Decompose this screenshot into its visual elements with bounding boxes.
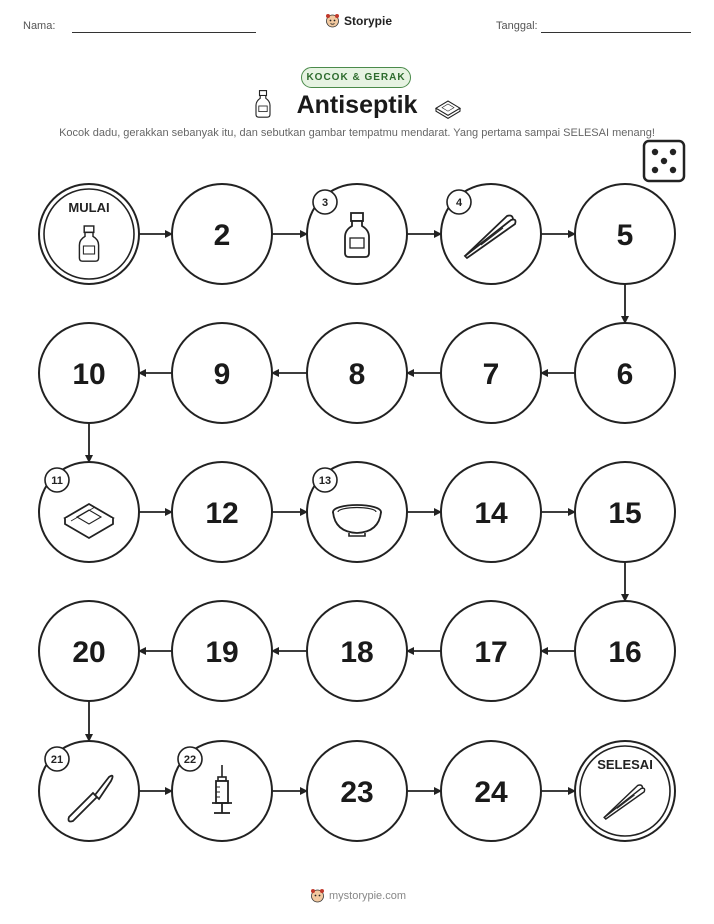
space-number-badge (45, 747, 69, 771)
start-space[interactable] (39, 184, 139, 284)
space-number-badge (313, 190, 337, 214)
start-label: MULAI (68, 200, 110, 215)
brand-name: Storypie (344, 13, 393, 28)
category-badge: KOCOK & GERAK (301, 67, 411, 88)
space-number: 6 (616, 358, 634, 391)
space-number: 11 (51, 475, 63, 487)
board-space-20[interactable] (39, 601, 139, 701)
title-bottle-icon (256, 91, 270, 118)
board-space-22[interactable] (172, 741, 272, 841)
space-number: 12 (205, 497, 239, 530)
board-space-12[interactable] (172, 462, 272, 562)
board-space-8[interactable] (307, 323, 407, 423)
page-title: Antiseptik (296, 91, 418, 119)
name-label: Nama: (23, 20, 56, 32)
footer-url: mystorypie.com (329, 889, 407, 902)
board-space-7[interactable] (441, 323, 541, 423)
space-number: 13 (318, 475, 332, 487)
space-number-badge (178, 747, 202, 771)
board-space-4[interactable] (441, 184, 541, 284)
space-number: 10 (72, 358, 106, 391)
footer-mascot-icon (310, 888, 325, 903)
board-space-14[interactable] (441, 462, 541, 562)
board-space-3[interactable] (307, 184, 407, 284)
board-space-16[interactable] (575, 601, 675, 701)
space-number: 8 (348, 358, 366, 391)
finish-space[interactable] (575, 741, 675, 841)
space-number: 22 (183, 754, 197, 766)
space-number: 18 (340, 636, 374, 669)
board-space-11[interactable] (39, 462, 139, 562)
instructions: Kocok dadu, gerakkan sebanyak itu, dan sebutkan gambar tempatmu mendarat. Yang pertama sampai SELESAI menang! (59, 127, 655, 139)
space-number-badge (45, 468, 69, 492)
space-number: 21 (50, 754, 64, 766)
space-number: 20 (72, 636, 106, 669)
date-label: Tanggal: (496, 20, 538, 32)
board-space-13[interactable] (307, 462, 407, 562)
space-number: 7 (482, 358, 500, 391)
dice-icon[interactable] (644, 141, 684, 181)
space-number: 3 (321, 197, 329, 209)
board-space-21[interactable] (39, 741, 139, 841)
board-space-15[interactable] (575, 462, 675, 562)
board-space-19[interactable] (172, 601, 272, 701)
space-number: 15 (608, 497, 642, 530)
board-space-24[interactable] (441, 741, 541, 841)
space-number: 19 (205, 636, 239, 669)
finish-label: SELESAI (597, 757, 653, 772)
space-number: 5 (616, 219, 634, 252)
board-space-6[interactable] (575, 323, 675, 423)
space-number: 23 (340, 776, 374, 809)
board-space-9[interactable] (172, 323, 272, 423)
board-space-2[interactable] (172, 184, 272, 284)
space-number: 17 (474, 636, 508, 669)
board-space-18[interactable] (307, 601, 407, 701)
title-gauze-pad-icon (436, 101, 460, 118)
board-space-10[interactable] (39, 323, 139, 423)
footer (310, 888, 406, 903)
space-number: 24 (474, 776, 508, 809)
space-number: 16 (608, 636, 642, 669)
space-number: 14 (474, 497, 508, 530)
space-number: 4 (455, 197, 463, 209)
board-space-5[interactable] (575, 184, 675, 284)
board-space-23[interactable] (307, 741, 407, 841)
space-number-badge (447, 190, 471, 214)
space-number: 9 (213, 358, 231, 391)
space-number: 2 (213, 219, 231, 252)
space-number-badge (313, 468, 337, 492)
board-space-17[interactable] (441, 601, 541, 701)
